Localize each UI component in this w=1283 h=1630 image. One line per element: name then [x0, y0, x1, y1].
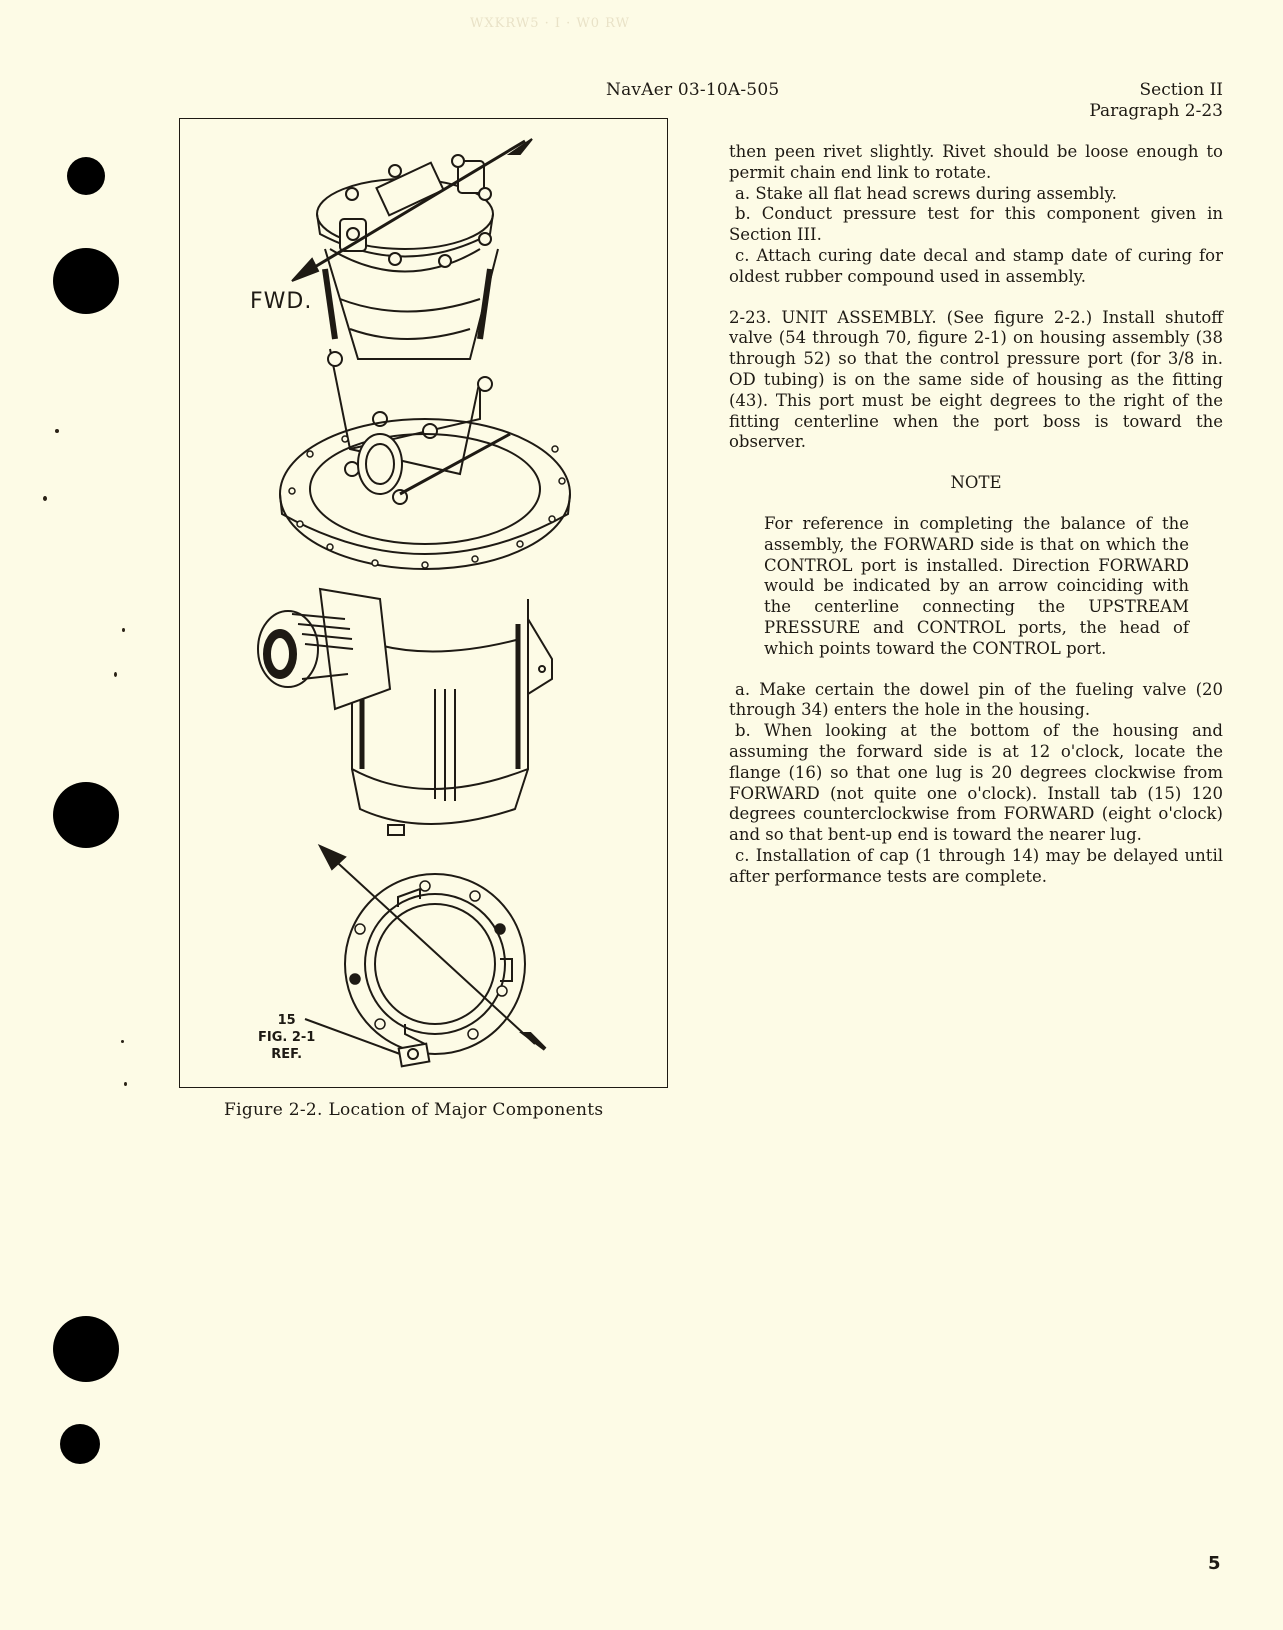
fwd-label: FWD. — [250, 289, 313, 314]
body-text-column — [729, 142, 1223, 888]
step-c: c. Attach curing date decal and stamp date of curing for oldest rubber compound used in assembly. — [729, 245, 1223, 286]
speck — [114, 672, 117, 677]
figure-caption: Figure 2-2. Location of Major Components — [224, 1100, 604, 1120]
faint-stamp: WXKRW5 · I · W0 RW — [470, 16, 631, 31]
section-label: Section II — [1139, 80, 1223, 100]
page-number: 5 — [1208, 1553, 1221, 1574]
section-header — [1089, 80, 1223, 122]
paragraph-2-23: 2-23. UNIT ASSEMBLY. (See figure 2-2.) Install shutoff valve (54 through 70, figure 2-1) on housing assembly (38 through 52) so that the control pressure port (for 3/8 in. OD tubing) is on the same side of housing as the fitting (43). This port must be eight degrees to the right of the fitting centerline when the port boss is toward the observer. — [729, 307, 1223, 452]
step-a: a. Stake all flat head screws during assembly. — [735, 183, 1117, 203]
paragraph-label: Paragraph 2-23 — [1089, 101, 1223, 121]
speck — [55, 429, 59, 433]
binder-hole — [60, 1424, 100, 1464]
note-text: For reference in completing the balance of the assembly, the FORWARD side is that on which the CONTROL port is installed. Direction FORWARD would be indicated by an arrow coinciding with the centerline connecting the UPSTREAM PRESSURE and CONTROL ports, the head of which points toward the CONTROL port. — [764, 513, 1189, 658]
intro-text: then peen rivet slightly. Rivet should be loose enough to permit chain end link to rotate. — [729, 142, 1223, 182]
document-number: NavAer 03-10A-505 — [606, 80, 780, 100]
assembly-step-a: a. Make certain the dowel pin of the fueling valve (20 through 34) enters the hole in the housing. — [729, 679, 1223, 720]
binder-hole — [67, 157, 105, 195]
binder-hole — [53, 782, 119, 848]
binder-hole — [53, 248, 119, 314]
assembly-step-c: c. Installation of cap (1 through 14) may be delayed until after performance tests are complete. — [729, 845, 1223, 886]
ref-callout-number: 15 — [277, 1013, 296, 1028]
speck — [43, 496, 47, 501]
speck — [122, 628, 125, 632]
figure-2-2 — [179, 118, 668, 1088]
ref-callout-figure: FIG. 2-1 — [258, 1030, 316, 1045]
note-title: NOTE — [950, 473, 1002, 493]
assembly-step-b: b. When looking at the bottom of the housing and assuming the forward side is at 12 o'clock, locate the flange (16) so that one lug is 20 degrees clockwise from FORWARD (not quite one o'clock). Install tab (15) 120 degrees counterclockwise from FORWARD (eight o'clock) and so that bent-up end is toward the nearer lug. — [729, 721, 1223, 845]
ref-callout — [258, 1012, 315, 1063]
binder-hole — [53, 1316, 119, 1382]
step-b: b. Conduct pressure test for this component given in Section III. — [729, 204, 1223, 245]
valve-assembly-illustration — [180, 119, 669, 1089]
speck — [124, 1082, 127, 1086]
speck — [121, 1040, 124, 1043]
ref-callout-ref: REF. — [271, 1047, 303, 1062]
